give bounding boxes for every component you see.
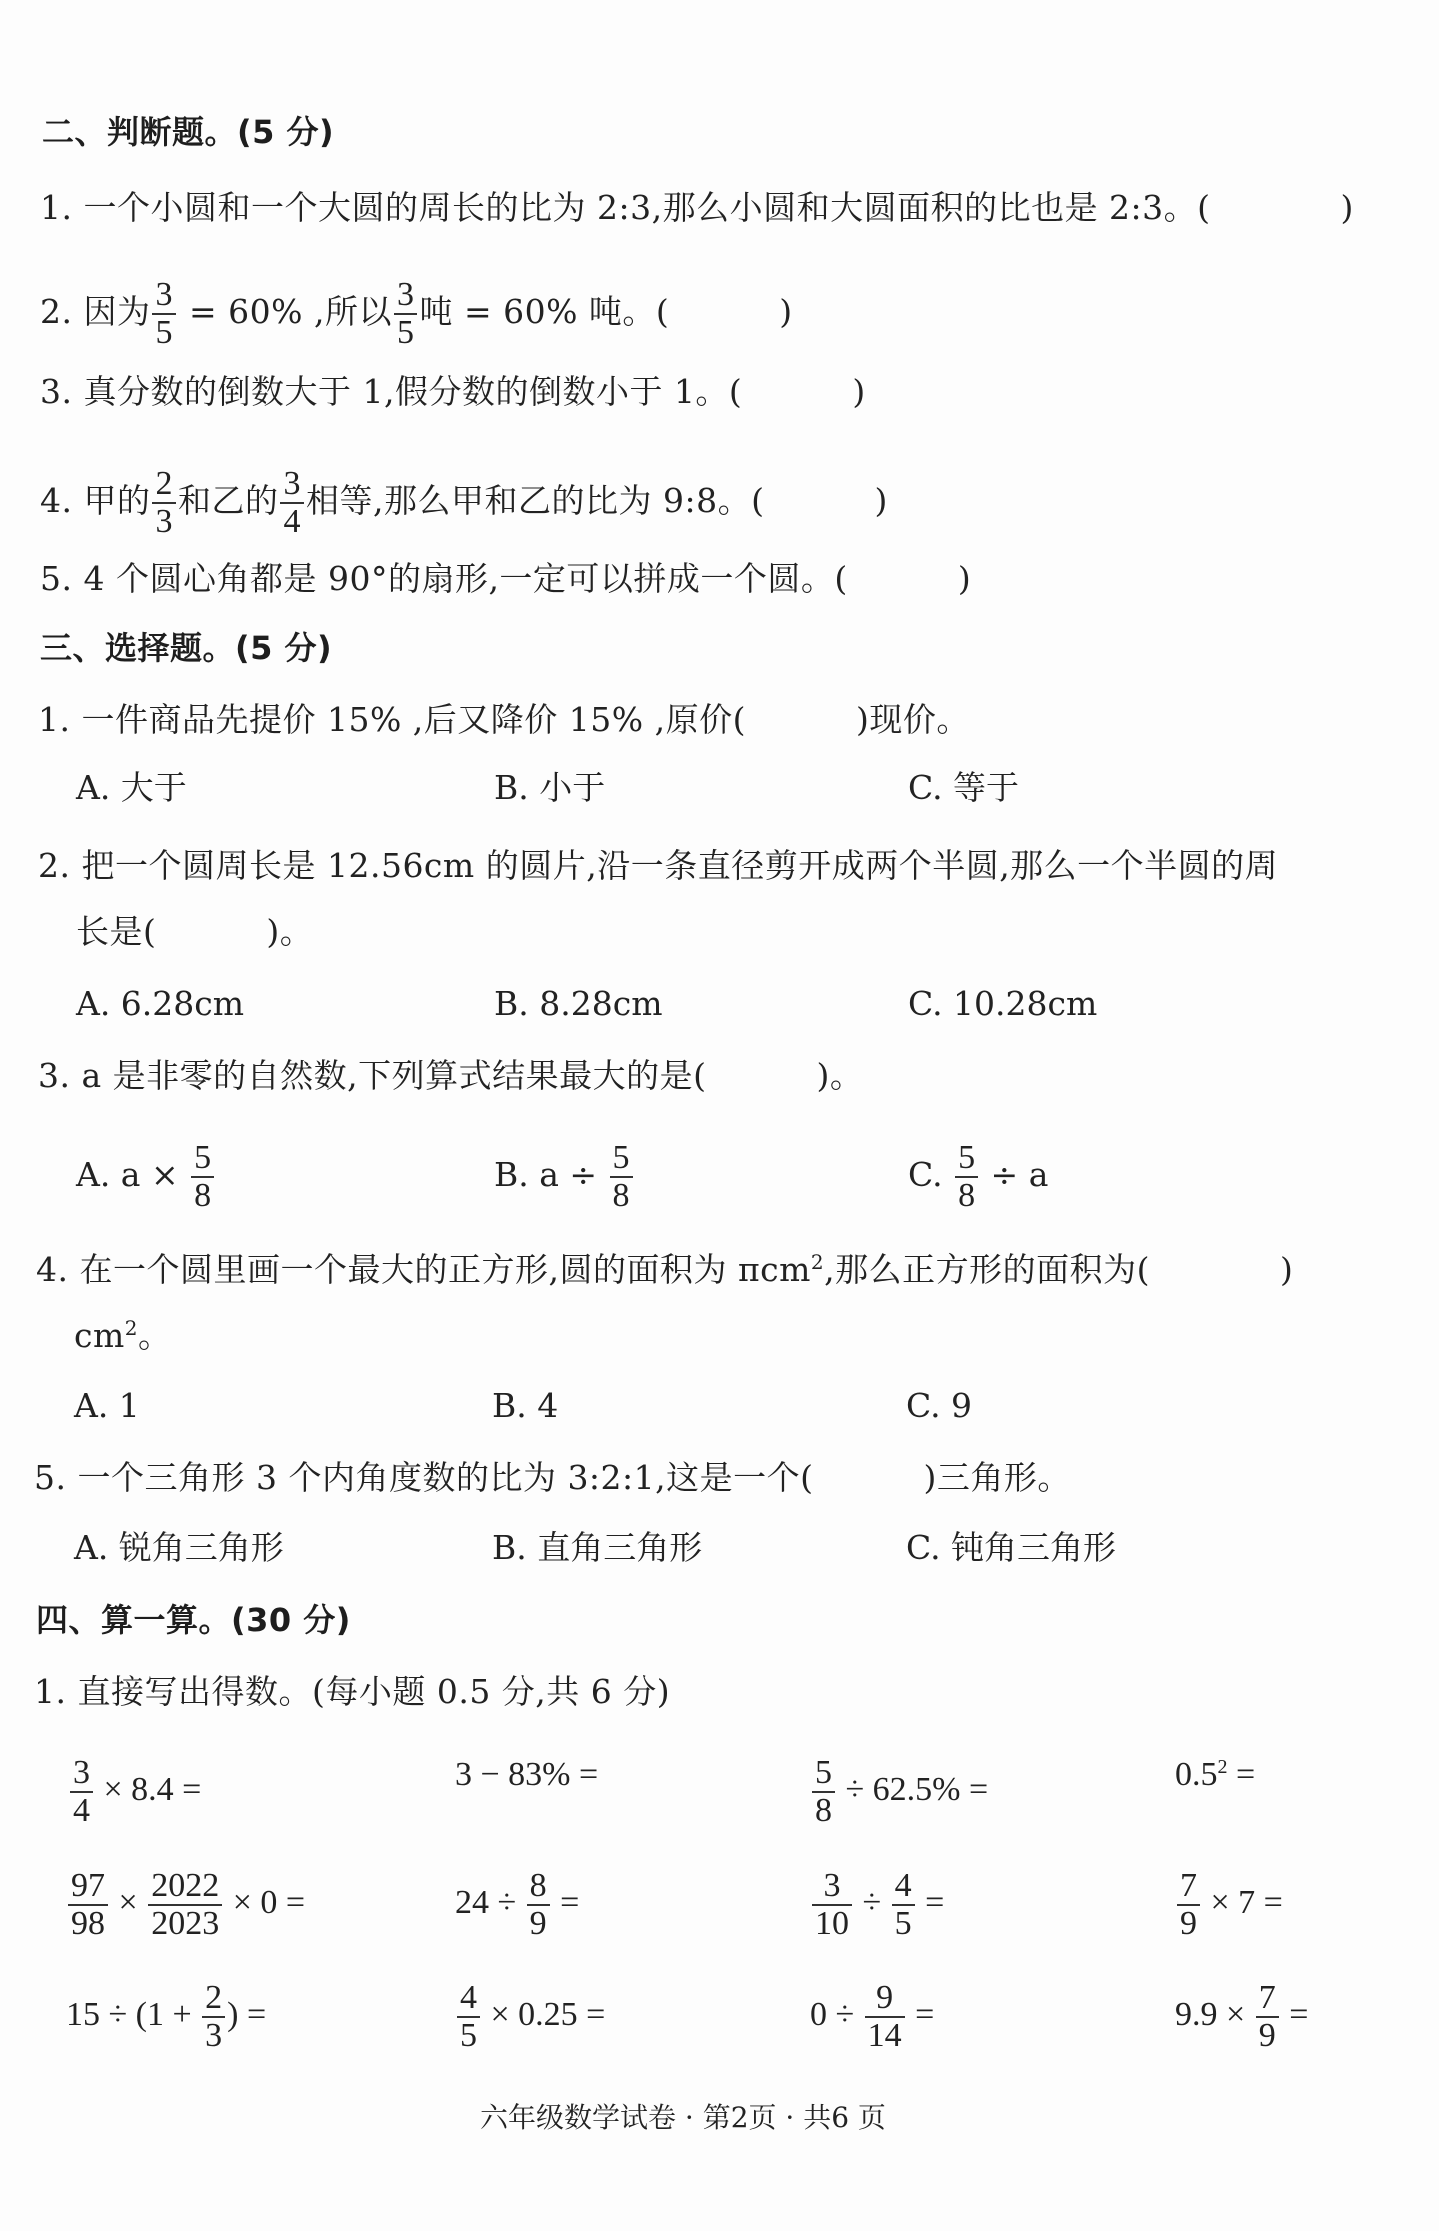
text-run: = bbox=[906, 1995, 935, 2033]
text-run: 0.5 bbox=[1175, 1756, 1218, 1793]
fraction bbox=[68, 1868, 108, 1942]
fraction-denominator: 9 bbox=[527, 1904, 550, 1942]
choice-question-1 bbox=[38, 700, 970, 740]
text-run: B. 4 bbox=[492, 1386, 559, 1425]
fraction-numerator: 4 bbox=[894, 1867, 912, 1904]
judgment-question-2 bbox=[40, 277, 793, 351]
text-run: ) bbox=[852, 372, 866, 411]
fraction-numerator: 9 bbox=[876, 1979, 894, 2016]
text-run: 5. 一个三角形 3 个内角度数的比为 3:2:1,这是一个( bbox=[34, 1458, 814, 1497]
judgment-question-1 bbox=[40, 188, 1354, 228]
text-run: )。 bbox=[816, 1056, 864, 1095]
text-run: ) bbox=[957, 559, 972, 598]
text-run: 4. 在一个圆里画一个最大的正方形,圆的面积为 πcm bbox=[36, 1250, 811, 1289]
text-run: × 0 = bbox=[224, 1883, 306, 1921]
calculation-subheading: 1. 直接写出得数。(每小题 0.5 分,共 6 分) bbox=[34, 1672, 671, 1711]
fraction bbox=[148, 1868, 222, 1942]
choice-question-4 bbox=[36, 1250, 1293, 1290]
calc-item-4 bbox=[1175, 1755, 1255, 1795]
text-run: 9.9 × bbox=[1175, 1995, 1254, 2033]
text-run: 2. 把一个圆周长是 12.56cm 的圆片,沿一条直径剪开成两个半圆,那么一个半圆的周 bbox=[38, 846, 1279, 885]
text-run: ) bbox=[1280, 1250, 1294, 1289]
text-run: ,那么正方形的面积为( bbox=[824, 1250, 1151, 1289]
fraction-numerator: 3 bbox=[155, 276, 173, 313]
fraction-denominator: 5 bbox=[457, 2016, 480, 2054]
choice-5-option-b[interactable] bbox=[492, 1528, 702, 1568]
text-run: )三角形。 bbox=[923, 1458, 1071, 1497]
choice-5-option-a[interactable] bbox=[74, 1528, 284, 1568]
text-run: 24 ÷ bbox=[455, 1883, 525, 1921]
judgment-question-4 bbox=[40, 466, 888, 540]
calc-item-11 bbox=[810, 1980, 934, 2054]
superscript: 2 bbox=[124, 1316, 139, 1340]
section-heading-calculation: 四、算一算。(30 分) bbox=[36, 1601, 351, 1639]
text-run: × 0.25 = bbox=[482, 1995, 606, 2033]
fraction-numerator: 8 bbox=[529, 1867, 547, 1904]
text-run: 和乙的 bbox=[177, 481, 279, 520]
fraction bbox=[610, 1140, 633, 1214]
text-run: = bbox=[1280, 1995, 1309, 2033]
fraction bbox=[280, 466, 304, 540]
superscript: 2 bbox=[810, 1250, 825, 1274]
fraction-denominator: 4 bbox=[280, 502, 304, 540]
choice-question-4-continued bbox=[74, 1316, 172, 1356]
fraction-numerator: 5 bbox=[958, 1139, 976, 1176]
fraction bbox=[152, 277, 176, 351]
fraction-numerator: 3 bbox=[283, 465, 301, 502]
fraction-numerator: 3 bbox=[73, 1754, 90, 1791]
fraction-denominator: 8 bbox=[191, 1176, 214, 1214]
fraction-denominator: 8 bbox=[812, 1791, 835, 1829]
text-run: × 7 = bbox=[1202, 1883, 1283, 1921]
text-run: 1. 一件商品先提价 15% ,后又降价 15% ,原价( bbox=[38, 700, 746, 739]
fraction-denominator: 5 bbox=[152, 313, 176, 351]
text-run: A. 锐角三角形 bbox=[74, 1528, 284, 1567]
fraction-denominator: 4 bbox=[70, 1791, 93, 1829]
fraction bbox=[1177, 1868, 1200, 1942]
text-run: × 8.4 = bbox=[95, 1770, 202, 1808]
choice-2-option-c[interactable] bbox=[908, 984, 1097, 1024]
judgment-question-5 bbox=[40, 559, 971, 599]
fraction-numerator: 5 bbox=[612, 1139, 630, 1176]
fraction bbox=[394, 277, 418, 351]
text-run: cm bbox=[74, 1316, 125, 1355]
text-run: ) bbox=[874, 481, 888, 520]
calc-item-7 bbox=[810, 1868, 944, 1942]
text-run: B. a ÷ bbox=[494, 1155, 608, 1194]
fraction bbox=[457, 1980, 480, 2054]
text-run: = bbox=[1227, 1756, 1256, 1793]
choice-question-2-continued bbox=[76, 912, 313, 952]
fraction bbox=[812, 1868, 852, 1942]
fraction-denominator: 98 bbox=[68, 1904, 108, 1942]
fraction bbox=[70, 1755, 93, 1829]
superscript: 2 bbox=[1217, 1756, 1228, 1778]
choice-2-option-a[interactable] bbox=[76, 984, 244, 1024]
judgment-question-3 bbox=[40, 372, 866, 412]
choice-5-option-c[interactable] bbox=[906, 1528, 1116, 1568]
fraction bbox=[152, 466, 176, 540]
choice-1-option-a[interactable] bbox=[76, 768, 187, 808]
page-footer: 六年级数学试卷 · 第2页 · 共6 页 bbox=[480, 2101, 886, 2134]
calc-item-2 bbox=[455, 1755, 598, 1795]
fraction-denominator: 5 bbox=[394, 313, 418, 351]
text-run: × bbox=[110, 1883, 147, 1921]
choice-question-5 bbox=[34, 1458, 1071, 1498]
choice-3-option-a[interactable] bbox=[76, 1140, 216, 1214]
text-run: A. 6.28cm bbox=[76, 984, 245, 1023]
fraction-numerator: 3 bbox=[823, 1867, 841, 1904]
fraction-numerator: 2022 bbox=[151, 1867, 220, 1904]
calc-item-9 bbox=[66, 1980, 266, 2054]
choice-1-option-b[interactable] bbox=[494, 768, 605, 808]
text-run: ÷ bbox=[854, 1883, 890, 1921]
fraction-denominator: 8 bbox=[610, 1176, 633, 1214]
fraction bbox=[865, 1980, 905, 2054]
fraction-numerator: 5 bbox=[194, 1139, 212, 1176]
fraction-numerator: 7 bbox=[1180, 1867, 1197, 1904]
section-heading-choice: 三、选择题。(5 分) bbox=[40, 629, 333, 667]
choice-question-2 bbox=[38, 846, 1278, 886]
fraction-denominator: 3 bbox=[152, 502, 176, 540]
text-run: 长是( bbox=[76, 912, 157, 951]
text-run: = 60% ,所以 bbox=[177, 292, 392, 331]
text-run: 4. 甲的 bbox=[40, 481, 151, 520]
text-run: = bbox=[916, 1883, 945, 1921]
fraction-numerator: 4 bbox=[460, 1979, 477, 2016]
fraction bbox=[955, 1140, 978, 1214]
fraction bbox=[191, 1140, 214, 1214]
text-run: 2. 因为 bbox=[40, 292, 151, 331]
text-run: A. 1 bbox=[74, 1386, 140, 1425]
calc-item-1 bbox=[68, 1755, 201, 1829]
choice-question-3 bbox=[38, 1056, 863, 1096]
text-run: 0 ÷ bbox=[810, 1995, 863, 2033]
text-run: C. 9 bbox=[906, 1386, 973, 1425]
text-run: 1. 一个小圆和一个大圆的周长的比为 2:3,那么小圆和大圆面积的比也是 2:3。( bbox=[40, 188, 1211, 227]
choice-4-option-b[interactable] bbox=[492, 1386, 558, 1426]
text-run: B. 直角三角形 bbox=[492, 1528, 703, 1567]
choice-3-option-c[interactable] bbox=[908, 1140, 1048, 1214]
fraction-denominator: 10 bbox=[812, 1904, 852, 1942]
text-run: 3. a 是非零的自然数,下列算式结果最大的是( bbox=[38, 1056, 707, 1095]
calc-item-12 bbox=[1175, 1980, 1308, 2054]
calc-item-10 bbox=[455, 1980, 605, 2054]
text-run: ) bbox=[1340, 188, 1354, 227]
calc-item-6 bbox=[455, 1868, 579, 1942]
text-run: ÷ 62.5% = bbox=[837, 1770, 989, 1808]
calc-item-8 bbox=[1175, 1868, 1283, 1942]
text-run: = bbox=[551, 1883, 580, 1921]
text-run: 相等,那么甲和乙的比为 9:8。( bbox=[305, 481, 765, 520]
text-run: B. 8.28cm bbox=[494, 984, 663, 1023]
choice-1-option-c[interactable] bbox=[908, 768, 1019, 808]
calc-item-3 bbox=[810, 1755, 988, 1829]
text-run: 3. 真分数的倒数大于 1,假分数的倒数小于 1。( bbox=[40, 372, 743, 411]
fraction-numerator: 2 bbox=[155, 465, 173, 502]
text-run: ÷ a bbox=[980, 1155, 1049, 1194]
choice-3-option-b[interactable] bbox=[494, 1140, 635, 1214]
fraction bbox=[527, 1868, 550, 1942]
section-heading-judgment: 二、判断题。(5 分) bbox=[42, 113, 335, 151]
fraction-numerator: 3 bbox=[396, 276, 415, 313]
text-run: C. 等于 bbox=[908, 768, 1020, 807]
text-run: )。 bbox=[266, 912, 314, 951]
text-run: ) = bbox=[227, 1995, 267, 2033]
fraction-denominator: 14 bbox=[865, 2016, 905, 2054]
fraction-denominator: 5 bbox=[892, 1904, 915, 1942]
fraction-numerator: 5 bbox=[815, 1754, 832, 1791]
fraction bbox=[1256, 1980, 1279, 2054]
text-run: )现价。 bbox=[855, 700, 970, 739]
text-run: 3 − 83% = bbox=[455, 1756, 599, 1793]
fraction-numerator: 2 bbox=[205, 1979, 223, 2016]
fraction-denominator: 3 bbox=[202, 2016, 225, 2054]
text-run: B. 小于 bbox=[494, 768, 606, 807]
fraction bbox=[892, 1868, 915, 1942]
text-run: C. 10.28cm bbox=[908, 984, 1098, 1023]
text-run: ) bbox=[779, 292, 793, 331]
fraction-denominator: 9 bbox=[1177, 1904, 1200, 1942]
text-run: C. 钝角三角形 bbox=[906, 1528, 1117, 1567]
fraction-denominator: 9 bbox=[1256, 2016, 1279, 2054]
text-run: 5. 4 个圆心角都是 90°的扇形,一定可以拼成一个圆。( bbox=[40, 559, 848, 598]
choice-4-option-a[interactable] bbox=[74, 1386, 140, 1426]
text-run: A. a × bbox=[76, 1155, 190, 1194]
calc-item-5 bbox=[66, 1868, 305, 1942]
fraction-denominator: 8 bbox=[955, 1176, 978, 1214]
fraction-numerator: 7 bbox=[1258, 1979, 1276, 2016]
text-run: 吨 = 60% 吨。( bbox=[419, 292, 670, 331]
fraction bbox=[202, 1980, 225, 2054]
text-run: C. bbox=[908, 1155, 954, 1194]
text-run: 15 ÷ (1 + bbox=[66, 1995, 201, 2033]
fraction-numerator: 97 bbox=[71, 1867, 105, 1904]
text-run: A. 大于 bbox=[76, 768, 187, 807]
fraction-denominator: 2023 bbox=[148, 1904, 222, 1942]
fraction bbox=[812, 1755, 835, 1829]
choice-4-option-c[interactable] bbox=[906, 1386, 972, 1426]
text-run: 。 bbox=[138, 1316, 172, 1355]
choice-2-option-b[interactable] bbox=[494, 984, 662, 1024]
